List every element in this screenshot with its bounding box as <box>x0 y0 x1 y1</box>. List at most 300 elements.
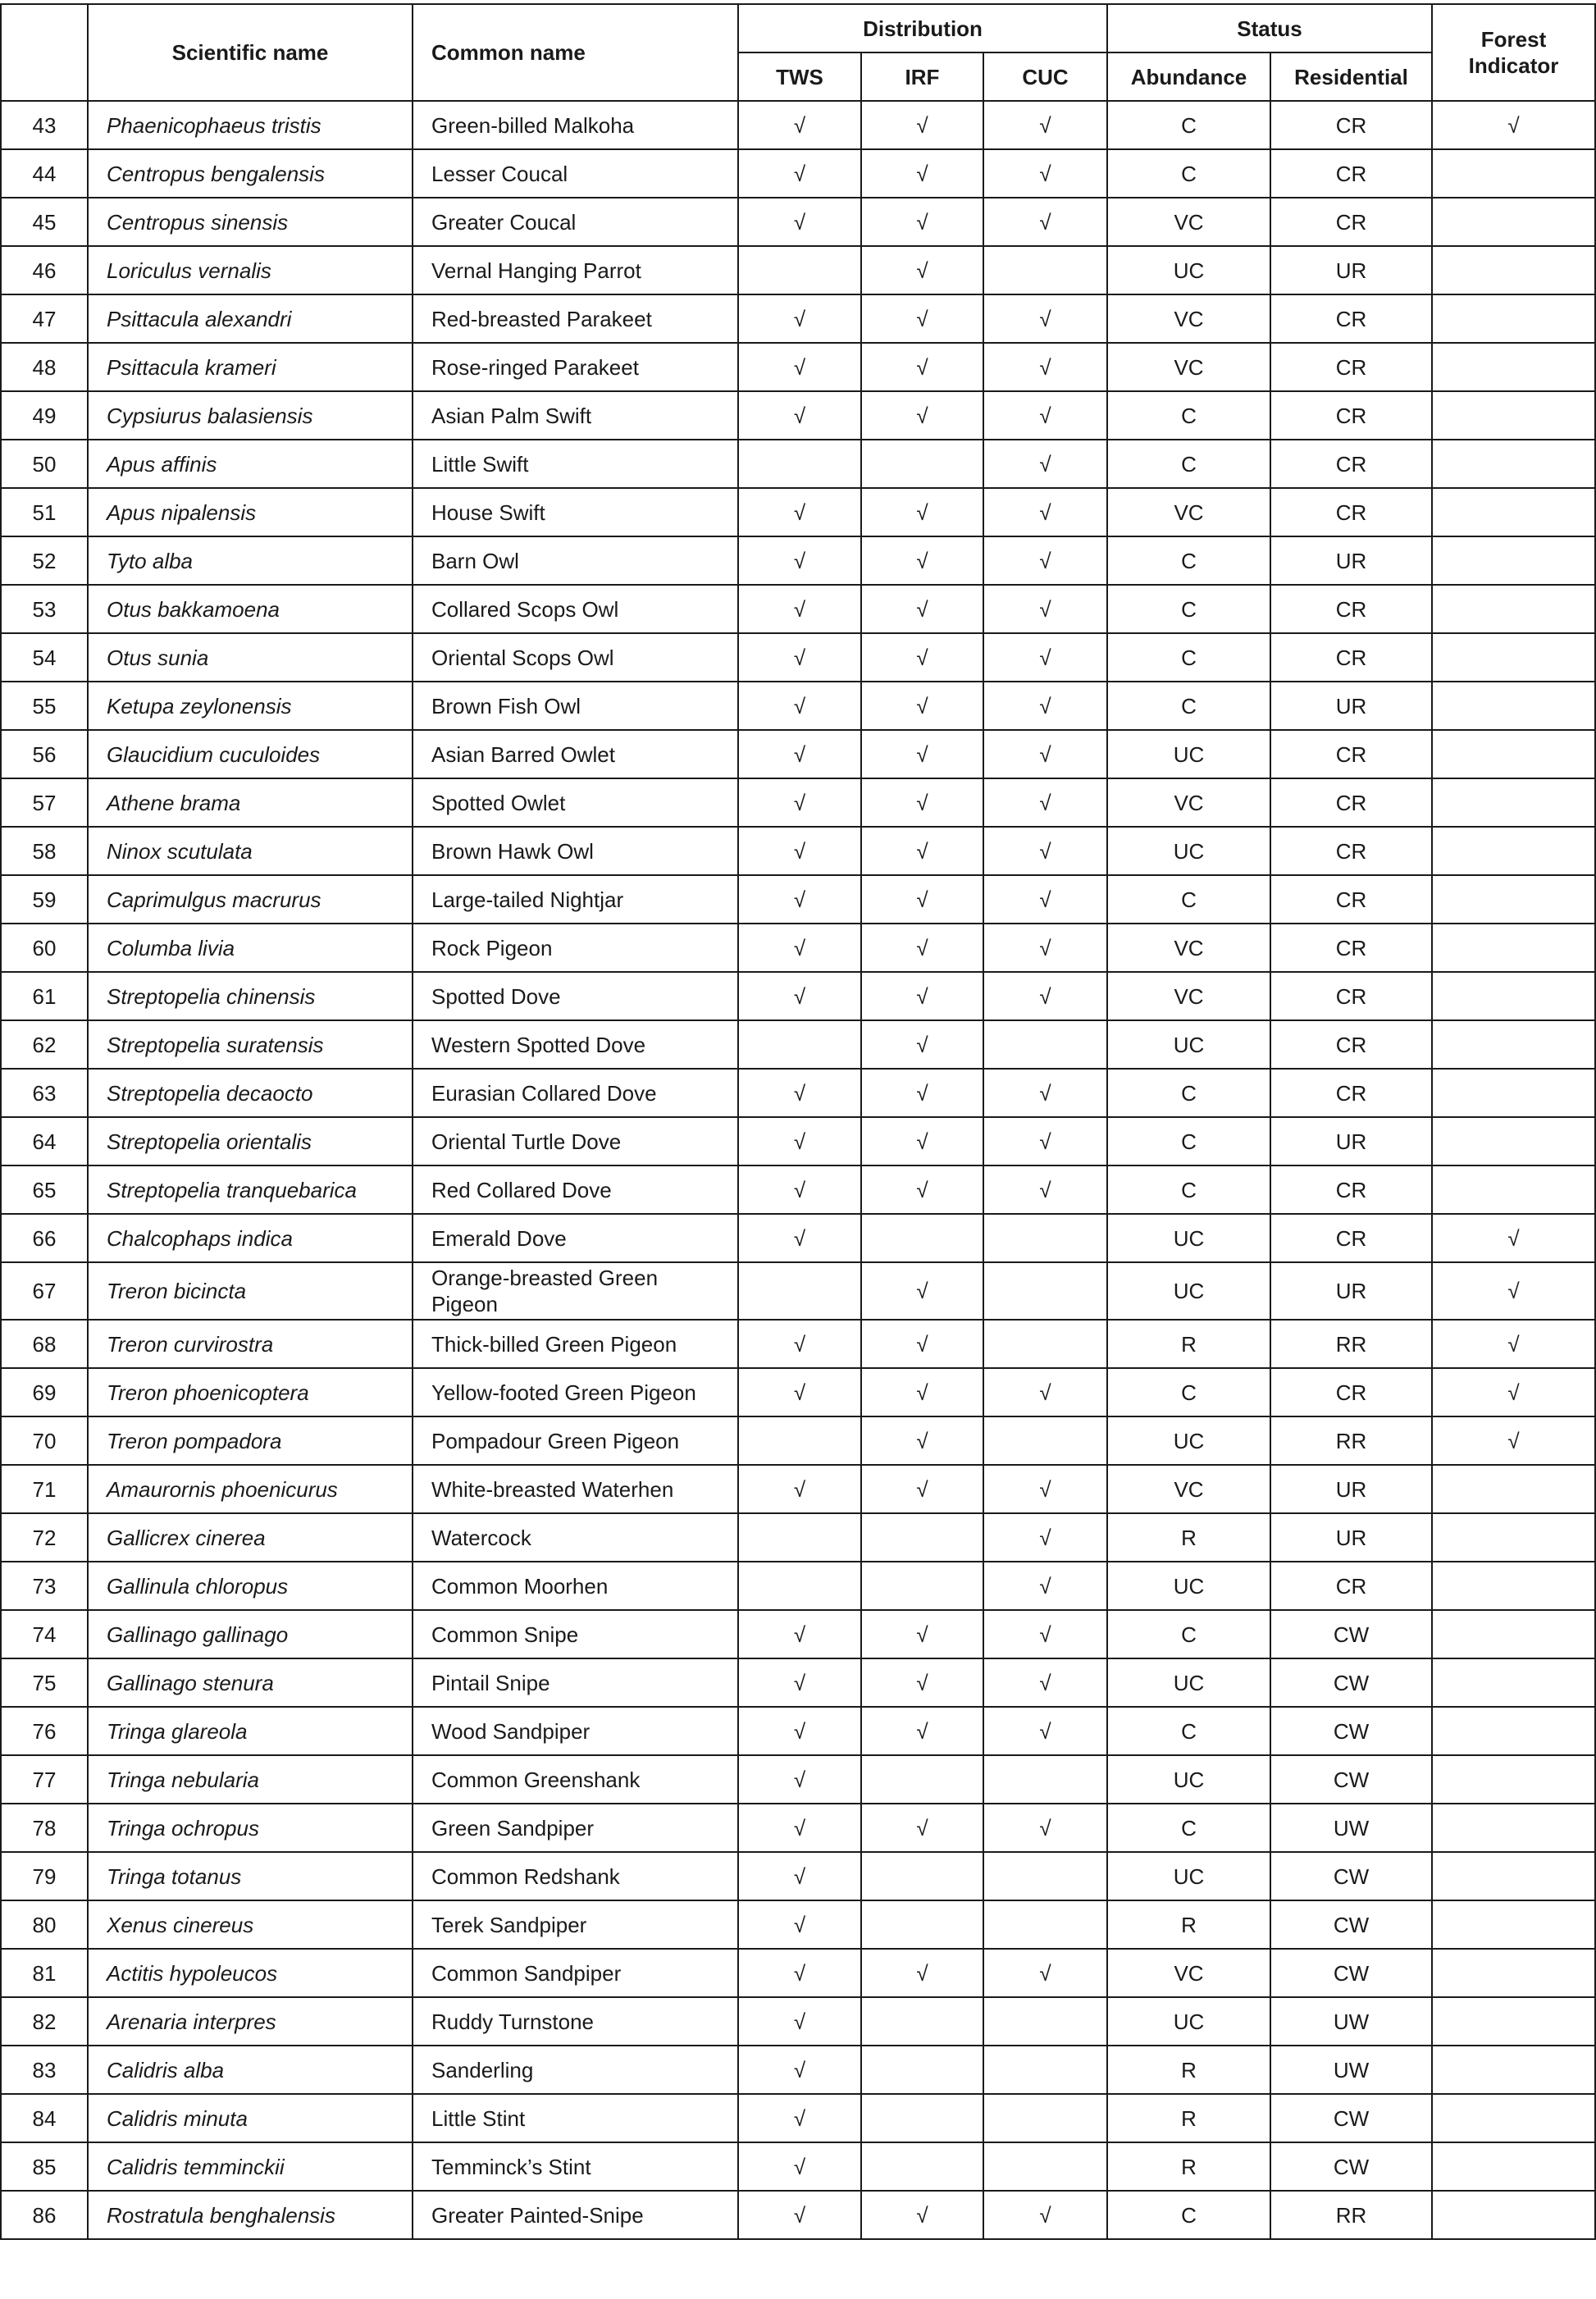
abundance-cell: UC <box>1107 730 1270 778</box>
irf-cell: √ <box>861 1165 983 1214</box>
abundance-cell: C <box>1107 585 1270 633</box>
cuc-cell: √ <box>983 343 1107 391</box>
cuc-cell: √ <box>983 633 1107 682</box>
table-row <box>1 2094 1595 2142</box>
table-row <box>1 1852 1595 1900</box>
common-name-cell: Vernal Hanging Parrot <box>413 246 738 294</box>
abundance-cell: C <box>1107 391 1270 440</box>
irf-cell <box>861 1852 983 1900</box>
cuc-cell: √ <box>983 488 1107 536</box>
scientific-name-cell: Caprimulgus macrurus <box>88 875 413 924</box>
residential-cell: CW <box>1270 1900 1432 1949</box>
table-row <box>1 1949 1595 1997</box>
residential-cell: UW <box>1270 1997 1432 2046</box>
common-name-cell: Common Sandpiper <box>413 1949 738 1997</box>
cuc-cell: √ <box>983 1610 1107 1658</box>
row-number: 53 <box>1 585 88 633</box>
row-number: 70 <box>1 1416 88 1465</box>
common-name-cell: Terek Sandpiper <box>413 1900 738 1949</box>
tws-cell: √ <box>738 1465 861 1513</box>
cuc-cell: √ <box>983 1804 1107 1852</box>
abundance-cell: C <box>1107 1069 1270 1117</box>
forest-indicator-cell <box>1432 1610 1595 1658</box>
scientific-name-cell: Treron pompadora <box>88 1416 413 1465</box>
forest-indicator-cell <box>1432 536 1595 585</box>
cuc-cell: √ <box>983 198 1107 246</box>
cuc-cell <box>983 1320 1107 1368</box>
row-number: 52 <box>1 536 88 585</box>
abundance-cell: C <box>1107 101 1270 149</box>
cuc-cell: √ <box>983 2191 1107 2239</box>
cuc-cell: √ <box>983 875 1107 924</box>
irf-cell: √ <box>861 827 983 875</box>
irf-cell: √ <box>861 1117 983 1165</box>
common-name-cell: Western Spotted Dove <box>413 1020 738 1069</box>
scientific-name-cell: Apus affinis <box>88 440 413 488</box>
scientific-name-cell: Tyto alba <box>88 536 413 585</box>
residential-cell: CR <box>1270 1368 1432 1416</box>
abundance-cell: C <box>1107 1804 1270 1852</box>
abundance-cell: UC <box>1107 1416 1270 1465</box>
tws-cell <box>738 1562 861 1610</box>
cuc-cell <box>983 2046 1107 2094</box>
forest-indicator-cell <box>1432 827 1595 875</box>
scientific-name-cell: Treron bicincta <box>88 1262 413 1320</box>
row-number: 54 <box>1 633 88 682</box>
row-number: 66 <box>1 1214 88 1262</box>
row-number: 72 <box>1 1513 88 1562</box>
abundance-cell: R <box>1107 1900 1270 1949</box>
forest-indicator-cell <box>1432 1755 1595 1804</box>
irf-cell: √ <box>861 633 983 682</box>
common-name-cell: Ruddy Turnstone <box>413 1997 738 2046</box>
tws-cell: √ <box>738 1069 861 1117</box>
table-row <box>1 1997 1595 2046</box>
cuc-cell: √ <box>983 1658 1107 1707</box>
common-name-cell: Emerald Dove <box>413 1214 738 1262</box>
forest-indicator-cell: √ <box>1432 1214 1595 1262</box>
abundance-cell: R <box>1107 2142 1270 2191</box>
cuc-cell <box>983 1262 1107 1320</box>
row-number: 63 <box>1 1069 88 1117</box>
cuc-cell: √ <box>983 1707 1107 1755</box>
abundance-cell: VC <box>1107 924 1270 972</box>
residential-cell: CR <box>1270 827 1432 875</box>
scientific-name-cell: Columba livia <box>88 924 413 972</box>
cuc-cell: √ <box>983 1165 1107 1214</box>
irf-cell: √ <box>861 488 983 536</box>
residential-cell: RR <box>1270 1416 1432 1465</box>
irf-cell: √ <box>861 1610 983 1658</box>
row-number: 62 <box>1 1020 88 1069</box>
scientific-name-cell: Ketupa zeylonensis <box>88 682 413 730</box>
row-number: 79 <box>1 1852 88 1900</box>
residential-cell: CR <box>1270 1165 1432 1214</box>
tws-cell: √ <box>738 2142 861 2191</box>
row-number: 57 <box>1 778 88 827</box>
residential-cell: UR <box>1270 1513 1432 1562</box>
abundance-cell: UC <box>1107 1997 1270 2046</box>
residential-cell: CR <box>1270 924 1432 972</box>
row-number: 44 <box>1 149 88 198</box>
forest-indicator-cell <box>1432 391 1595 440</box>
table-row <box>1 1513 1595 1562</box>
scientific-name-cell: Athene brama <box>88 778 413 827</box>
tws-cell: √ <box>738 730 861 778</box>
table-row <box>1 1465 1595 1513</box>
row-number: 43 <box>1 101 88 149</box>
cuc-cell <box>983 1020 1107 1069</box>
scientific-name-cell: Amaurornis phoenicurus <box>88 1465 413 1513</box>
row-number: 69 <box>1 1368 88 1416</box>
abundance-cell: UC <box>1107 1852 1270 1900</box>
residential-cell: CR <box>1270 149 1432 198</box>
scientific-name-cell: Gallicrex cinerea <box>88 1513 413 1562</box>
residential-cell: CR <box>1270 778 1432 827</box>
scientific-name-cell: Rostratula benghalensis <box>88 2191 413 2239</box>
forest-indicator-cell: √ <box>1432 1368 1595 1416</box>
table-row <box>1 2046 1595 2094</box>
residential-cell: CR <box>1270 1214 1432 1262</box>
table-row <box>1 246 1595 294</box>
residential-cell: CR <box>1270 440 1432 488</box>
cuc-cell: √ <box>983 1513 1107 1562</box>
cuc-cell <box>983 1755 1107 1804</box>
irf-cell: √ <box>861 198 983 246</box>
tws-cell: √ <box>738 2046 861 2094</box>
forest-indicator-cell <box>1432 682 1595 730</box>
common-name-cell: Common Moorhen <box>413 1562 738 1610</box>
irf-cell <box>861 2142 983 2191</box>
tws-cell: √ <box>738 827 861 875</box>
header-residential: Residential <box>1270 52 1432 101</box>
abundance-cell: C <box>1107 1707 1270 1755</box>
common-name-cell: Rose-ringed Parakeet <box>413 343 738 391</box>
forest-indicator-cell <box>1432 1949 1595 1997</box>
table-row <box>1 1416 1595 1465</box>
row-number: 67 <box>1 1262 88 1320</box>
tws-cell: √ <box>738 536 861 585</box>
abundance-cell: C <box>1107 149 1270 198</box>
cuc-cell <box>983 246 1107 294</box>
residential-cell: CR <box>1270 875 1432 924</box>
table-row <box>1 778 1595 827</box>
forest-indicator-cell <box>1432 2142 1595 2191</box>
abundance-cell: UC <box>1107 246 1270 294</box>
residential-cell: CW <box>1270 1949 1432 1997</box>
irf-cell: √ <box>861 1262 983 1320</box>
forest-indicator-cell <box>1432 488 1595 536</box>
forest-indicator-cell <box>1432 1900 1595 1949</box>
abundance-cell: UC <box>1107 1755 1270 1804</box>
irf-cell <box>861 1513 983 1562</box>
row-number: 85 <box>1 2142 88 2191</box>
cuc-cell: √ <box>983 827 1107 875</box>
tws-cell: √ <box>738 875 861 924</box>
common-name-cell: Green Sandpiper <box>413 1804 738 1852</box>
row-number: 50 <box>1 440 88 488</box>
forest-indicator-cell <box>1432 875 1595 924</box>
irf-cell: √ <box>861 778 983 827</box>
abundance-cell: R <box>1107 1513 1270 1562</box>
irf-cell: √ <box>861 1658 983 1707</box>
forest-indicator-cell <box>1432 924 1595 972</box>
table-row <box>1 149 1595 198</box>
row-number: 82 <box>1 1997 88 2046</box>
forest-indicator-cell <box>1432 1658 1595 1707</box>
tws-cell <box>738 1513 861 1562</box>
irf-cell: √ <box>861 1804 983 1852</box>
cuc-cell: √ <box>983 536 1107 585</box>
residential-cell: UR <box>1270 1117 1432 1165</box>
table-row <box>1 682 1595 730</box>
table-row <box>1 2191 1595 2239</box>
common-name-cell: Thick-billed Green Pigeon <box>413 1320 738 1368</box>
scientific-name-cell: Tringa ochropus <box>88 1804 413 1852</box>
tws-cell: √ <box>738 1610 861 1658</box>
table-row <box>1 1610 1595 1658</box>
irf-cell <box>861 1562 983 1610</box>
abundance-cell: C <box>1107 536 1270 585</box>
cuc-cell <box>983 1997 1107 2046</box>
cuc-cell: √ <box>983 294 1107 343</box>
table-row <box>1 343 1595 391</box>
common-name-cell: Eurasian Collared Dove <box>413 1069 738 1117</box>
row-number: 74 <box>1 1610 88 1658</box>
residential-cell: CW <box>1270 1658 1432 1707</box>
scientific-name-cell: Streptopelia suratensis <box>88 1020 413 1069</box>
common-name-cell: Orange-breasted Green Pigeon <box>413 1262 738 1320</box>
cuc-cell: √ <box>983 149 1107 198</box>
forest-indicator-cell <box>1432 1117 1595 1165</box>
row-number: 64 <box>1 1117 88 1165</box>
common-name-cell: Common Redshank <box>413 1852 738 1900</box>
tws-cell: √ <box>738 1949 861 1997</box>
row-number: 56 <box>1 730 88 778</box>
table-row <box>1 294 1595 343</box>
scientific-name-cell: Streptopelia decaocto <box>88 1069 413 1117</box>
irf-cell: √ <box>861 1707 983 1755</box>
forest-indicator-cell: √ <box>1432 1262 1595 1320</box>
row-number: 48 <box>1 343 88 391</box>
row-number: 47 <box>1 294 88 343</box>
header-cuc: CUC <box>983 52 1107 101</box>
header-status: Status <box>1107 4 1432 52</box>
tws-cell: √ <box>738 1320 861 1368</box>
common-name-cell: Greater Painted-Snipe <box>413 2191 738 2239</box>
tws-cell: √ <box>738 2191 861 2239</box>
scientific-name-cell: Cypsiurus balasiensis <box>88 391 413 440</box>
row-number: 65 <box>1 1165 88 1214</box>
row-number: 46 <box>1 246 88 294</box>
cuc-cell <box>983 1900 1107 1949</box>
table-row <box>1 1804 1595 1852</box>
species-table <box>0 3 1596 2240</box>
residential-cell: CR <box>1270 1020 1432 1069</box>
row-number: 58 <box>1 827 88 875</box>
row-number: 84 <box>1 2094 88 2142</box>
table-header <box>1 4 1595 101</box>
tws-cell <box>738 440 861 488</box>
header-common-name: Common name <box>413 4 738 101</box>
residential-cell: CR <box>1270 391 1432 440</box>
scientific-name-cell: Calidris alba <box>88 2046 413 2094</box>
table-row <box>1 972 1595 1020</box>
irf-cell: √ <box>861 924 983 972</box>
abundance-cell: C <box>1107 1610 1270 1658</box>
common-name-cell: Pintail Snipe <box>413 1658 738 1707</box>
tws-cell: √ <box>738 198 861 246</box>
cuc-cell: √ <box>983 730 1107 778</box>
irf-cell: √ <box>861 1465 983 1513</box>
cuc-cell: √ <box>983 1949 1107 1997</box>
table-row <box>1 1262 1595 1320</box>
table-row <box>1 1214 1595 1262</box>
abundance-cell: UC <box>1107 1262 1270 1320</box>
tws-cell: √ <box>738 972 861 1020</box>
table-row <box>1 1320 1595 1368</box>
residential-cell: CR <box>1270 198 1432 246</box>
residential-cell: CR <box>1270 488 1432 536</box>
forest-indicator-cell <box>1432 2094 1595 2142</box>
abundance-cell: R <box>1107 2046 1270 2094</box>
forest-indicator-cell <box>1432 1852 1595 1900</box>
residential-cell: UR <box>1270 1262 1432 1320</box>
forest-indicator-cell <box>1432 149 1595 198</box>
common-name-cell: Red-breasted Parakeet <box>413 294 738 343</box>
scientific-name-cell: Xenus cinereus <box>88 1900 413 1949</box>
cuc-cell: √ <box>983 391 1107 440</box>
forest-indicator-cell <box>1432 972 1595 1020</box>
abundance-cell: C <box>1107 1368 1270 1416</box>
scientific-name-cell: Gallinago stenura <box>88 1658 413 1707</box>
table-row <box>1 827 1595 875</box>
common-name-cell: Common Snipe <box>413 1610 738 1658</box>
forest-indicator-cell <box>1432 1020 1595 1069</box>
scientific-name-cell: Treron phoenicoptera <box>88 1368 413 1416</box>
scientific-name-cell: Chalcophaps indica <box>88 1214 413 1262</box>
cuc-cell: √ <box>983 585 1107 633</box>
table-row <box>1 1165 1595 1214</box>
species-table-container <box>0 3 1596 2240</box>
abundance-cell: VC <box>1107 1949 1270 1997</box>
abundance-cell: C <box>1107 633 1270 682</box>
common-name-cell: Greater Coucal <box>413 198 738 246</box>
common-name-cell: Wood Sandpiper <box>413 1707 738 1755</box>
abundance-cell: VC <box>1107 1465 1270 1513</box>
abundance-cell: C <box>1107 875 1270 924</box>
irf-cell: √ <box>861 246 983 294</box>
table-row <box>1 1069 1595 1117</box>
irf-cell: √ <box>861 343 983 391</box>
residential-cell: CR <box>1270 730 1432 778</box>
abundance-cell: R <box>1107 2094 1270 2142</box>
cuc-cell <box>983 1416 1107 1465</box>
abundance-cell: UC <box>1107 1214 1270 1262</box>
common-name-cell: Large-tailed Nightjar <box>413 875 738 924</box>
header-tws: TWS <box>738 52 861 101</box>
forest-indicator-cell <box>1432 343 1595 391</box>
abundance-cell: UC <box>1107 1658 1270 1707</box>
residential-cell: UR <box>1270 1465 1432 1513</box>
row-number: 61 <box>1 972 88 1020</box>
common-name-cell: Little Swift <box>413 440 738 488</box>
tws-cell: √ <box>738 1997 861 2046</box>
residential-cell: CR <box>1270 1562 1432 1610</box>
table-row <box>1 1020 1595 1069</box>
table-row <box>1 730 1595 778</box>
forest-indicator-cell <box>1432 1562 1595 1610</box>
abundance-cell: C <box>1107 440 1270 488</box>
irf-cell <box>861 1900 983 1949</box>
tws-cell <box>738 246 861 294</box>
tws-cell: √ <box>738 343 861 391</box>
cuc-cell: √ <box>983 1117 1107 1165</box>
irf-cell: √ <box>861 1368 983 1416</box>
irf-cell: √ <box>861 682 983 730</box>
tws-cell: √ <box>738 149 861 198</box>
cuc-cell: √ <box>983 1465 1107 1513</box>
tws-cell: √ <box>738 778 861 827</box>
table-row <box>1 440 1595 488</box>
row-number: 55 <box>1 682 88 730</box>
forest-indicator-cell <box>1432 778 1595 827</box>
residential-cell: CW <box>1270 1852 1432 1900</box>
cuc-cell <box>983 1852 1107 1900</box>
scientific-name-cell: Calidris temminckii <box>88 2142 413 2191</box>
tws-cell: √ <box>738 1707 861 1755</box>
abundance-cell: C <box>1107 1117 1270 1165</box>
irf-cell: √ <box>861 875 983 924</box>
header-scientific-name: Scientific name <box>88 4 413 101</box>
tws-cell: √ <box>738 101 861 149</box>
cuc-cell: √ <box>983 924 1107 972</box>
scientific-name-cell: Streptopelia chinensis <box>88 972 413 1020</box>
scientific-name-cell: Apus nipalensis <box>88 488 413 536</box>
abundance-cell: C <box>1107 682 1270 730</box>
tws-cell: √ <box>738 1852 861 1900</box>
forest-indicator-cell <box>1432 1804 1595 1852</box>
irf-cell <box>861 1755 983 1804</box>
irf-cell <box>861 2094 983 2142</box>
residential-cell: RR <box>1270 1320 1432 1368</box>
residential-cell: CR <box>1270 633 1432 682</box>
tws-cell: √ <box>738 2094 861 2142</box>
common-name-cell: Red Collared Dove <box>413 1165 738 1214</box>
irf-cell: √ <box>861 730 983 778</box>
scientific-name-cell: Tringa totanus <box>88 1852 413 1900</box>
residential-cell: CR <box>1270 343 1432 391</box>
common-name-cell: Rock Pigeon <box>413 924 738 972</box>
row-number: 76 <box>1 1707 88 1755</box>
residential-cell: UR <box>1270 682 1432 730</box>
table-row <box>1 1658 1595 1707</box>
scientific-name-cell: Tringa glareola <box>88 1707 413 1755</box>
scientific-name-cell: Otus sunia <box>88 633 413 682</box>
common-name-cell: Watercock <box>413 1513 738 1562</box>
row-number: 78 <box>1 1804 88 1852</box>
cuc-cell: √ <box>983 440 1107 488</box>
scientific-name-cell: Ninox scutulata <box>88 827 413 875</box>
residential-cell: CW <box>1270 2142 1432 2191</box>
irf-cell: √ <box>861 1069 983 1117</box>
header-distribution: Distribution <box>738 4 1107 52</box>
scientific-name-cell: Treron curvirostra <box>88 1320 413 1368</box>
irf-cell: √ <box>861 1416 983 1465</box>
irf-cell <box>861 440 983 488</box>
cuc-cell: √ <box>983 1562 1107 1610</box>
table-row <box>1 924 1595 972</box>
